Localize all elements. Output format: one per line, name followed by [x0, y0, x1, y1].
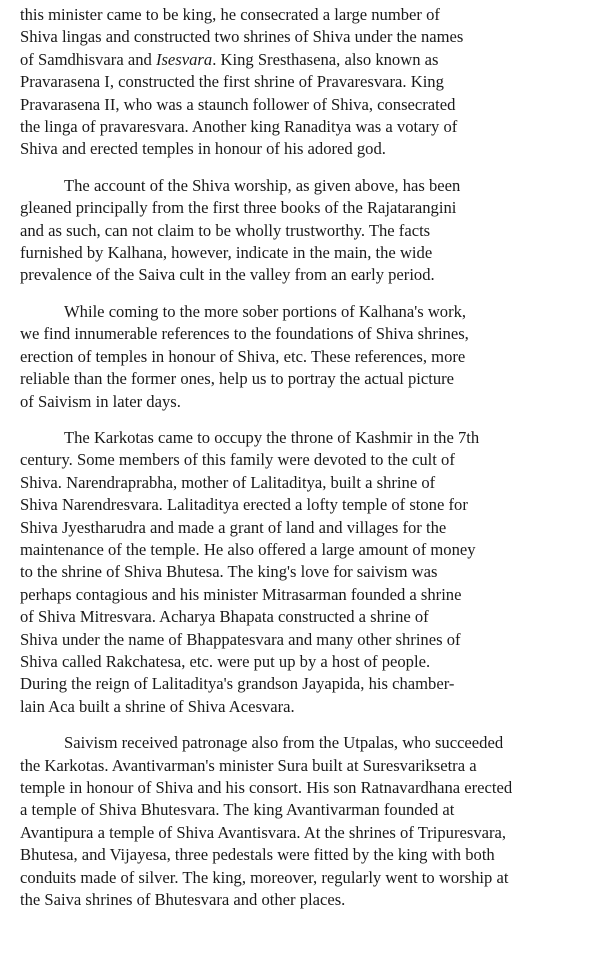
text-line: Shiva and erected temples in honour of his adored god.	[20, 139, 386, 159]
text-line: this minister came to be king, he consecrated a large number of	[20, 5, 440, 24]
text-line: Saivism received patronage also from the Utpalas, who succeeded	[64, 733, 504, 753]
text-line: Avantipura a temple of Shiva Avantisvara. At the shrines of Tripuresvara,	[20, 822, 507, 842]
text-line: gleaned principally from the first three books of the Rajatarangini	[20, 198, 457, 218]
text-line: century. Some members of this family were devoted to the cult of	[20, 450, 455, 470]
text-line: the linga of pravaresvara. Another king Ranaditya was a votary of	[20, 117, 458, 137]
text-line: reliable than the former ones, help us to portray the actual picture	[20, 369, 455, 389]
text-line: The account of the Shiva worship, as given above, has been	[64, 175, 461, 195]
text-line: During the reign of Lalitaditya's grandson Jayapida, his chamber-	[20, 674, 455, 694]
text-line: Bhutesa, and Vijayesa, three pedestals were fitted by the king with both	[20, 845, 495, 865]
paragraph-3	[20, 301, 582, 413]
text-line: Shiva Narendresvara. Lalitaditya erected a lofty temple of stone for	[20, 495, 468, 515]
text-line: and as such, can not claim to be wholly trustworthy. The facts	[20, 220, 431, 240]
text-line: a temple of Shiva Bhutesvara. The king Avantivarman founded at	[20, 800, 455, 820]
text-line: While coming to the more sober portions of Kalhana's work,	[64, 301, 467, 321]
text-line: prevalence of the Saiva cult in the valley from an early period.	[20, 265, 435, 285]
text-line: Shiva under the name of Bhappatesvara and many other shrines of	[20, 629, 461, 649]
text-line: lain Aca built a shrine of Shiva Acesvara.	[20, 696, 295, 716]
paragraph-1	[20, 4, 582, 161]
text-line: of Shiva Mitresvara. Acharya Bhapata constructed a shrine of	[20, 607, 429, 627]
text-line: we find innumerable references to the foundations of Shiva shrines,	[20, 324, 469, 344]
text-line: to the shrine of Shiva Bhutesa. The king's love for saivism was	[20, 562, 438, 582]
text-line: The Karkotas came to occupy the throne of Kashmir in the 7th	[64, 427, 480, 447]
text-line: Pravarasena II, who was a staunch follower of Shiva, consecrated	[20, 94, 456, 114]
paragraph-2	[20, 175, 582, 287]
text-line: of Saivism in later days.	[20, 391, 181, 411]
text-line: Shiva lingas and constructed two shrines of Shiva under the names	[20, 27, 464, 47]
text-line: Shiva Jyestharudra and made a grant of land and villages for the	[20, 517, 447, 537]
document-page	[20, 4, 582, 911]
text-line: the Karkotas. Avantivarman's minister Sura built at Suresvariksetra a	[20, 755, 477, 775]
paragraph-4	[20, 427, 582, 718]
text-line: conduits made of silver. The king, moreover, regularly went to worship at	[20, 867, 509, 887]
text-line: temple in honour of Shiva and his consort. His son Ratnavardhana erected	[20, 778, 513, 797]
text-line: Shiva. Narendraprabha, mother of Lalitaditya, built a shrine of	[20, 472, 436, 492]
text-line: Pravarasena I, constructed the first shrine of Pravaresvara. King	[20, 72, 444, 92]
text-line: the Saiva shrines of Bhutesvara and other places.	[20, 890, 346, 910]
text-line: Shiva called Rakchatesa, etc. were put up by a host of people.	[20, 651, 431, 671]
text-line: of Samdhisvara and Isesvara. King Sresthasena, also known as	[20, 49, 439, 69]
paragraph-5	[20, 732, 582, 911]
text-line: maintenance of the temple. He also offered a large amount of money	[20, 539, 476, 559]
text-line: perhaps contagious and his minister Mitrasarman founded a shrine	[20, 584, 462, 604]
text-line: furnished by Kalhana, however, indicate in the main, the wide	[20, 243, 433, 263]
text-line: erection of temples in honour of Shiva, etc. These references, more	[20, 346, 466, 366]
